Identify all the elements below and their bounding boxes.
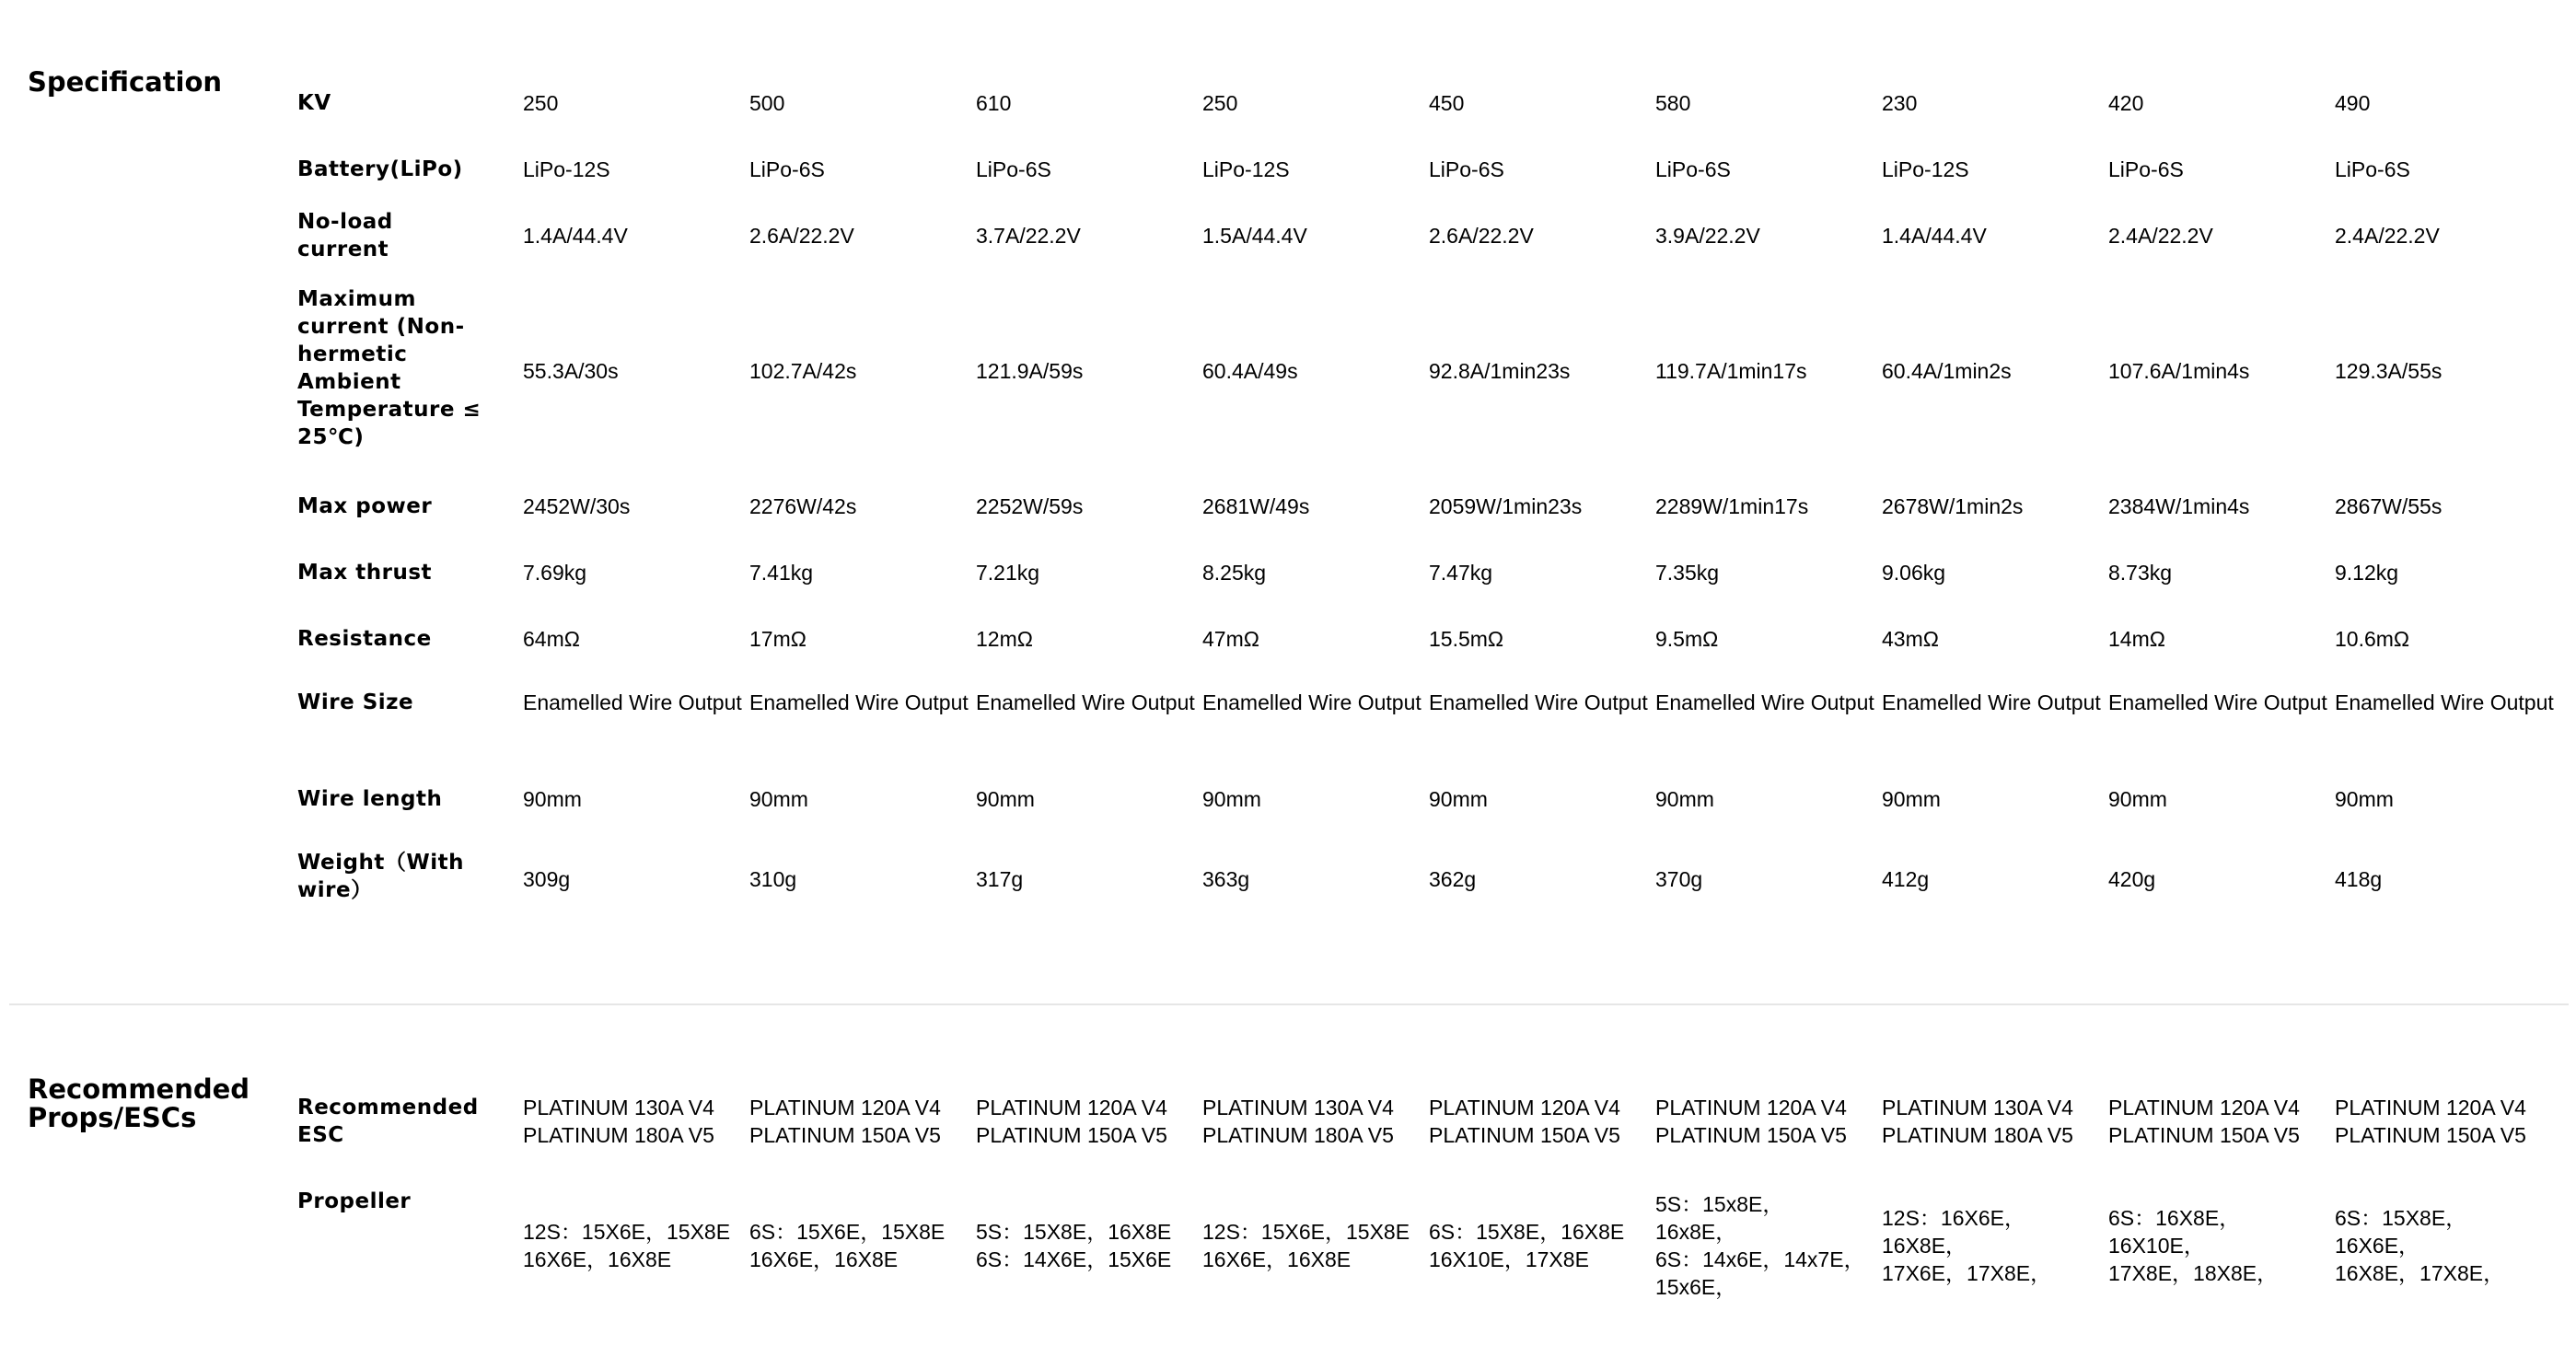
value-cell: PLATINUM 120A V4 PLATINUM 150A V5	[2108, 1096, 2300, 1147]
value-cell: 2.4A/22.2V	[2108, 224, 2213, 248]
value-cell: LiPo-12S	[1882, 157, 1969, 181]
value-cell: LiPo-6S	[2335, 157, 2410, 181]
value-cell: PLATINUM 120A V4 PLATINUM 150A V5	[2335, 1096, 2526, 1147]
value-cell: 7.35kg	[1655, 561, 1720, 585]
recommended-title: Recommended Props/ESCs	[28, 1073, 250, 1133]
value-cell: 5S：15X8E，16X8E 6S：14X6E，15X6E	[976, 1220, 1172, 1271]
spec-row-maximum-current	[0, 285, 2576, 457]
value-cell: 1.4A/44.4V	[523, 224, 628, 248]
value-cell: 500	[749, 91, 785, 115]
value-cell: 370g	[1655, 867, 1703, 891]
row-label: Max power	[297, 494, 433, 518]
value-cell: 8.25kg	[1202, 561, 1267, 585]
value-cell: 92.8A/1min23s	[1429, 359, 1571, 383]
spec-row-kv	[0, 87, 2576, 120]
value-cell: 14mΩ	[2108, 627, 2165, 651]
spec-row-battery	[0, 153, 2576, 186]
value-cell: 420g	[2108, 867, 2156, 891]
value-cell: 610	[976, 91, 1012, 115]
row-label: Propeller	[297, 1189, 412, 1213]
value-cell: LiPo-6S	[1655, 157, 1731, 181]
value-cell: 12mΩ	[976, 627, 1033, 651]
value-cell: 7.69kg	[523, 561, 587, 585]
row-label: Recommended ESC	[297, 1096, 479, 1147]
value-cell: 119.7A/1min17s	[1655, 359, 1807, 383]
value-cell: 17mΩ	[749, 627, 806, 651]
value-cell: 90mm	[976, 787, 1035, 811]
value-cell: 420	[2108, 91, 2144, 115]
value-cell: 580	[1655, 91, 1691, 115]
value-cell: LiPo-6S	[749, 157, 825, 181]
value-cell: 412g	[1882, 867, 1930, 891]
value-cell: 8.73kg	[2108, 561, 2173, 585]
spec-row-weight	[0, 849, 2576, 910]
value-cell: 2681W/49s	[1202, 494, 1310, 518]
value-cell: 7.21kg	[976, 561, 1040, 585]
value-cell: 12S：15X6E，15X8E 16X6E，16X8E	[1202, 1220, 1410, 1271]
value-cell: 6S：15X8E，16X8E 16X10E，17X8E	[1429, 1220, 1625, 1271]
specification-title: Specification	[28, 66, 223, 98]
value-cell: LiPo-6S	[1429, 157, 1504, 181]
value-cell: 1.4A/44.4V	[1882, 224, 1987, 248]
recommended-row-esc	[0, 1094, 2576, 1154]
value-cell: 90mm	[1202, 787, 1261, 811]
value-cell: Enamelled Wire Output	[1202, 690, 1421, 714]
value-cell: LiPo-12S	[523, 157, 610, 181]
value-cell: PLATINUM 130A V4 PLATINUM 180A V5	[523, 1096, 714, 1147]
spec-row-resistance	[0, 622, 2576, 655]
value-cell: 2.6A/22.2V	[749, 224, 854, 248]
value-cell: 90mm	[2335, 787, 2394, 811]
value-cell: 250	[1202, 91, 1238, 115]
value-cell: Enamelled Wire Output	[2108, 690, 2327, 714]
value-cell: 2252W/59s	[976, 494, 1084, 518]
value-cell: 6S：16X8E， 16X10E， 17X8E，18X8E，	[2108, 1206, 2279, 1285]
value-cell: 90mm	[1882, 787, 1941, 811]
row-label: Resistance	[297, 627, 432, 651]
value-cell: 60.4A/1min2s	[1882, 359, 2012, 383]
row-label: Wire length	[297, 787, 443, 811]
value-cell: 450	[1429, 91, 1465, 115]
value-cell: 90mm	[749, 787, 808, 811]
value-cell: 2384W/1min4s	[2108, 494, 2250, 518]
value-cell: 310g	[749, 867, 797, 891]
value-cell: LiPo-6S	[2108, 157, 2184, 181]
recommended-row-propeller	[0, 1188, 2576, 1304]
value-cell: 230	[1882, 91, 1918, 115]
value-cell: PLATINUM 120A V4 PLATINUM 150A V5	[976, 1096, 1167, 1147]
value-cell: 2276W/42s	[749, 494, 857, 518]
spec-row-max-thrust	[0, 556, 2576, 589]
value-cell: Enamelled Wire Output	[2335, 690, 2554, 714]
row-label: Maximum current (Non-hermetic Ambient Temperature ≤ 25℃)	[297, 287, 482, 449]
value-cell: 490	[2335, 91, 2371, 115]
value-cell: PLATINUM 120A V4 PLATINUM 150A V5	[1655, 1096, 1847, 1147]
value-cell: 2.4A/22.2V	[2335, 224, 2440, 248]
value-cell: 363g	[1202, 867, 1250, 891]
row-label: Max thrust	[297, 561, 433, 585]
value-cell: 129.3A/55s	[2335, 359, 2443, 383]
value-cell: 90mm	[2108, 787, 2167, 811]
row-label: No-load current	[297, 210, 393, 261]
value-cell: 47mΩ	[1202, 627, 1259, 651]
value-cell: 64mΩ	[523, 627, 580, 651]
value-cell: 5S：15x8E， 16x8E， 6S：14x6E，14x7E， 15x6E，	[1655, 1192, 1865, 1299]
section-divider	[9, 1003, 2569, 1005]
value-cell: 107.6A/1min4s	[2108, 359, 2250, 383]
value-cell: 2289W/1min17s	[1655, 494, 1809, 518]
value-cell: Enamelled Wire Output	[1882, 690, 2101, 714]
row-label: Weight（With wire）	[297, 851, 464, 902]
spec-row-wire-size	[0, 689, 2576, 749]
value-cell: Enamelled Wire Output	[523, 690, 742, 714]
value-cell: Enamelled Wire Output	[749, 690, 969, 714]
row-label: Battery(LiPo)	[297, 157, 463, 181]
row-label: KV	[297, 91, 331, 115]
value-cell: 9.06kg	[1882, 561, 1946, 585]
value-cell: 7.41kg	[749, 561, 814, 585]
value-cell: Enamelled Wire Output	[1429, 690, 1648, 714]
value-cell: 6S：15X6E，15X8E 16X6E，16X8E	[749, 1220, 946, 1271]
value-cell: 362g	[1429, 867, 1477, 891]
spec-row-wire-length	[0, 783, 2576, 816]
value-cell: 90mm	[523, 787, 582, 811]
value-cell: LiPo-12S	[1202, 157, 1290, 181]
value-cell: 43mΩ	[1882, 627, 1939, 651]
value-cell: 6S：15X8E， 16X6E， 16X8E，17X8E，	[2335, 1206, 2505, 1285]
row-label: Wire Size	[297, 690, 414, 714]
value-cell: 3.9A/22.2V	[1655, 224, 1760, 248]
value-cell: 317g	[976, 867, 1024, 891]
value-cell: LiPo-6S	[976, 157, 1051, 181]
value-cell: Enamelled Wire Output	[1655, 690, 1874, 714]
value-cell: 2452W/30s	[523, 494, 631, 518]
spec-row-max-power	[0, 490, 2576, 523]
value-cell: 2059W/1min23s	[1429, 494, 1583, 518]
value-cell: 3.7A/22.2V	[976, 224, 1081, 248]
value-cell: 9.5mΩ	[1655, 627, 1719, 651]
value-cell: 309g	[523, 867, 571, 891]
value-cell: 15.5mΩ	[1429, 627, 1504, 651]
value-cell: PLATINUM 120A V4 PLATINUM 150A V5	[749, 1096, 941, 1147]
value-cell: PLATINUM 130A V4 PLATINUM 180A V5	[1882, 1096, 2073, 1147]
value-cell: 10.6mΩ	[2335, 627, 2410, 651]
value-cell: 12S：16X6E， 16X8E， 17X6E，17X8E，	[1882, 1206, 2052, 1285]
value-cell: 418g	[2335, 867, 2383, 891]
value-cell: PLATINUM 120A V4 PLATINUM 150A V5	[1429, 1096, 1620, 1147]
value-cell: 12S：15X6E，15X8E 16X6E，16X8E	[523, 1220, 731, 1271]
value-cell: Enamelled Wire Output	[976, 690, 1195, 714]
value-cell: 9.12kg	[2335, 561, 2399, 585]
value-cell: 102.7A/42s	[749, 359, 857, 383]
value-cell: 1.5A/44.4V	[1202, 224, 1307, 248]
value-cell: 2678W/1min2s	[1882, 494, 2024, 518]
value-cell: 60.4A/49s	[1202, 359, 1298, 383]
value-cell: 2867W/55s	[2335, 494, 2443, 518]
value-cell: 250	[523, 91, 559, 115]
spec-row-no-load-current	[0, 210, 2576, 261]
value-cell: 90mm	[1655, 787, 1714, 811]
value-cell: 121.9A/59s	[976, 359, 1084, 383]
value-cell: PLATINUM 130A V4 PLATINUM 180A V5	[1202, 1096, 1394, 1147]
value-cell: 90mm	[1429, 787, 1488, 811]
value-cell: 7.47kg	[1429, 561, 1493, 585]
value-cell: 2.6A/22.2V	[1429, 224, 1534, 248]
value-cell: 55.3A/30s	[523, 359, 619, 383]
